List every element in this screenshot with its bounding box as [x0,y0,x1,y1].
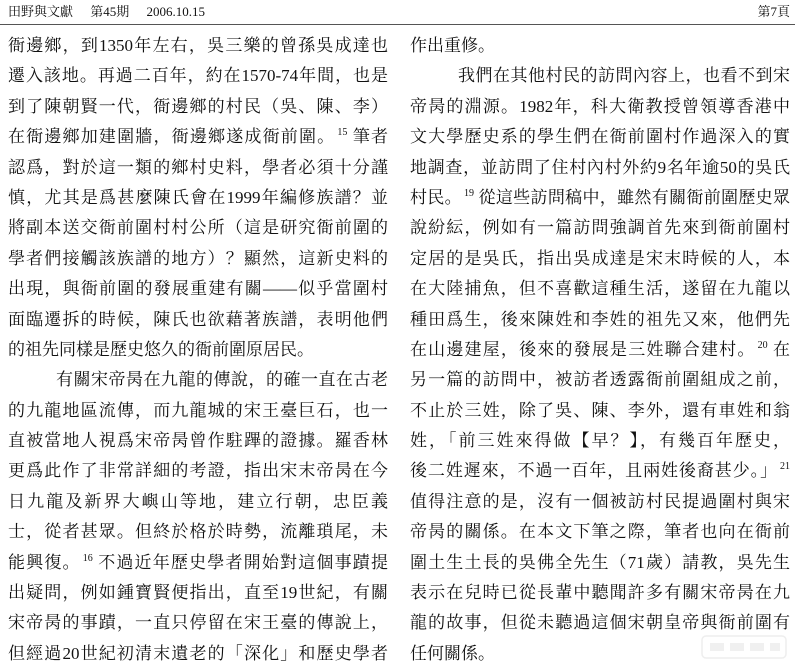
text-line: 另一篇的訪問中，被訪者透露衙前圍組成之前， [410,370,790,390]
text-line: 的九龍地區流傳，而九龍城的宋王臺巨石，也一 [8,400,388,420]
issue-number: 第45期 [90,4,130,19]
line-text: 從這些訪問稿中，雖然有關衙前圍歷史眾 [473,187,790,207]
line-text: 能興復。 [8,552,81,572]
text-line: 我們在其他村民的訪問內容上，也看不到宋 [458,66,790,86]
text-line: 姓，「前三姓來得做【早？】，有幾百年歷史， [410,431,790,451]
text-line: 在大陸捕魚，但不喜歡這種生活，遂留在九龍以 [410,279,790,299]
text-line: 作出重修。 [410,36,495,55]
text-line: 種田爲生，後來陳姓和李姓的祖先又來，他們先 [410,309,790,329]
text-line: 任何關係。 [410,643,495,663]
text-line: 帝昺的關係。在本文下筆之際，筆者也向在衙前 [410,522,790,542]
header-publication-info [8,3,219,21]
text-line [8,127,388,147]
text-line: 但經過20世紀初清末遺老的「深化」和歷史學者 [8,643,388,663]
text-line: 更爲此作了非常詳細的考證，指出宋末帝昺在今 [8,461,388,481]
text-line: 慎，尤其是爲甚麼陳氏會在1999年編修族譜？並 [8,187,388,207]
text-line: 文大學歷史系的學生們在衙前圍村作過深入的實 [410,127,790,147]
text-line: 的祖先同樣是歷史悠久的衙前圍原居民。 [8,339,314,359]
line-text: 不過近年歷史學者開始對這個事蹟提 [92,552,388,572]
text-line [8,553,388,573]
text-line: 士，從者甚眾。但終於格於時勢，流離瑣尾，未 [8,522,388,542]
text-line: 面臨遷拆的時候，陳氏也欲藉著族譜，表明他們 [8,309,388,329]
page-number: 第7頁 [757,4,790,19]
text-line: 日九龍及新界大嶼山等地，建立行朝，忠臣義 [8,491,388,511]
journal-title: 田野與文獻 [8,4,74,19]
text-line: 定居的是吳氏，指出吳成達是宋末時候的人，本 [410,248,790,268]
text-line: 圍土生土長的吳佛全先生（71歲）請教，吳先生 [410,552,790,572]
running-header [8,3,790,21]
publication-date: 2006.10.15 [146,4,206,19]
text-line: 表示在兒時已從長輩中聽聞許多有關宋帝昺在九 [410,583,790,603]
line-text: 後二姓遲來，不過一百年，且兩姓後裔甚少。」 [410,461,778,481]
text-line: 地調查，並訪問了住村內村外約9名年逾50的吳氏 [410,157,790,177]
text-line: 出疑問，例如鍾寶賢便指出，直至19世紀，有關 [8,583,388,603]
text-line: 到了陳朝賢一代，衙邊鄉的村民（吳、陳、李） [8,96,388,116]
text-line [410,340,790,360]
text-line: 龍的故事，但從未聽過這個宋朝皇帝與衙前圍有 [410,613,790,633]
text-line: 直被當地人視爲宋帝昺曾作駐蹕的證據。羅香林 [8,431,388,451]
text-line: 將副本送交衙前圍村村公所（這是研究衙前圍的 [8,218,388,238]
text-line: 出現，與衙前圍的發展重建有關——似乎當圍村 [8,279,388,299]
line-text: 村民。 [410,187,462,207]
text-line [410,461,790,481]
line-text: 在衙邊鄉加建圍牆，衙邊鄉遂成衙前圍。 [8,127,336,147]
right-text-column [410,36,790,664]
text-line: 遷入該地。再過二百年，約在1570-74年間，也是 [8,66,388,86]
line-text: 在 [767,339,790,359]
line-text: 筆者 [347,127,388,147]
text-line: 不止於三姓，除了吳、陳、李外，還有車姓和翁 [410,400,790,420]
footnote-ref: 16 [82,552,93,564]
footnote-ref: 19 [463,187,474,199]
header-divider [0,24,795,25]
text-line: 學者們接觸該族譜的地方）？顯然，這新史料的 [8,248,388,268]
footnote-ref: 20 [757,339,768,351]
text-line: 衙邊鄉，到1350年左右，吳三樂的曾孫吳成達也 [8,36,388,55]
text-line: 有關宋帝昺在九龍的傳說，的確一直在古老 [56,370,388,390]
footnote-ref: 21 [780,461,790,473]
footnote-ref: 15 [337,127,348,139]
left-text-column [8,36,388,664]
text-line: 認爲，對於這一類的鄉村史料，學者必須十分謹 [8,157,388,177]
line-text: 在山邊建屋，後來的發展是三姓聯合建村。 [410,339,756,359]
text-line [410,188,790,208]
text-line: 值得注意的是，沒有一個被訪村民提過圍村與宋 [410,491,790,511]
text-line: 帝昺的淵源。1982年，科大衛教授曾領導香港中 [410,96,790,116]
watermark-logo [700,632,788,662]
text-line: 說紛紜，例如有一篇訪問強調首先來到衙前圍村 [410,218,790,238]
text-line: 宋帝昺的事蹟，一直只停留在宋王臺的傳說上， [8,613,388,633]
